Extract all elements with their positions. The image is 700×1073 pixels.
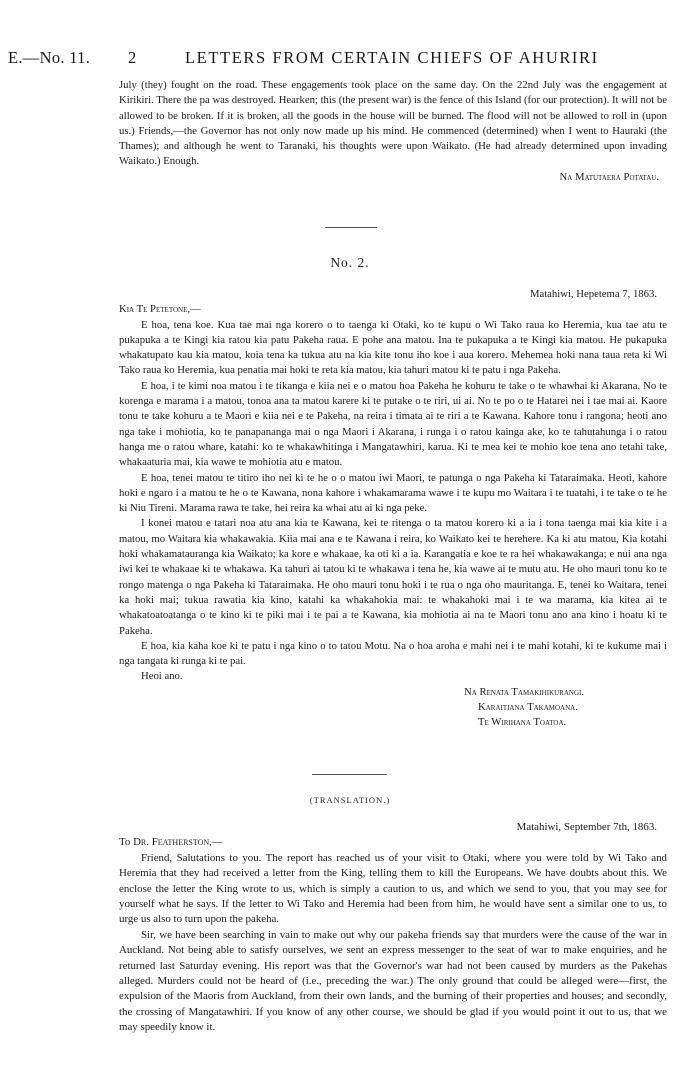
salutation-suffix: — — [211, 836, 223, 849]
section-divider — [312, 774, 387, 775]
salutation-name: Dr. Featherston, — [133, 836, 212, 849]
letter-1-body: July (they) fought on the road. These engagements took place on the same day. On the 22nd July was the engagement at Kirikiri. There the pa was destroyed. Hearken; this (the present war) is the fence of this Island (for our protection). It will not be allowed to be broken. If it is broken, all the goods in the house will be burned. The flood will not be allowed to roll in (upon us.) Friends,—the Governor has not only now made up his mind. He commenced (determined) when I went to Hauraki (the Thames); and although he went to Taranaki, his thoughts were upon Waikato. (He had already determined upon invading Waikato.) Enough. — [119, 79, 667, 168]
section-divider — [325, 227, 377, 228]
letter-1-signature: Na Matutaera Potatau. — [559, 170, 659, 183]
signatory: Na Renata Tamakihikurangi. — [464, 685, 585, 698]
letter-2-paragraph: E hoa, kia kaha koe ki te patu i nga kino o to tatou Motu. Na o hoa aroha e mahi nei i te mahi kotahi, ki te kukume mai i nga tangata ki runga ki te pai. — [119, 639, 667, 668]
translation-salutation — [119, 835, 667, 850]
letter-2-signatories — [464, 685, 667, 731]
signatory: Karaitiana Takamoana. — [478, 701, 578, 714]
translation-paragraph: Friend, Salutations to you. The report has reached us of your visit to Otaki, where you were told by Wi Tako and Heremia that they had received a letter from the King, telling them to kill the Europeans. We have doubts about this. We enclose the letter the King wrote to us, which is simply a caution to us, and which we send to you, that you may see for yourself what he says. If the letter to Wi Tako and Heremia had been from him, he would have sent a similar one to us, to urge us also to turn upon the pakeha. — [119, 851, 667, 926]
letter-2-heading: No. 2. — [330, 255, 370, 270]
letter-2-closing: Heoi ano. — [141, 670, 183, 683]
translation-paragraph: Sir, we have been searching in vain to make out why our pakeha friends say that murders were the cause of the war in Auckland. Not being able to satisfy ourselves, we sent an express messenger to the seat of war to make enquiries, and he returned last Saturday evening. His report was that the Governor's war had not been caused by murders as the Pakehas alleged. Murders could not be heard of (i.e., preceding the war.) The only ground that could be alleged were—first, the expulsion of the Maoris from Auckland, from their own lands, and the burning of their properties and houses; and secondly, the crossing of Mangatawhiri. If you know of any other course, we should be glad if you would point it out to us, that we may speedily know it. — [119, 928, 667, 1034]
letter-2-paragraph: E hoa, tenei matou te titiro iho nei ki te he o o matou iwi Maori, te patunga o nga Pakeha ki Tataraimaka. Heoti, kahore hoki e ngaro i a matou te he o te Kawana, nona kahore i whakamarama wawe i te kupu mo Waitara i te tuatahi, i te take o te he ki Niu Tireni. Marama rawa te take, hei reira ka whai atu ai ki nga peke. — [119, 471, 667, 515]
running-title: LETTERS FROM CERTAIN CHIEFS OF AHURIRI — [185, 48, 599, 67]
salutation-prefix: To — [119, 836, 134, 849]
letter-2-paragraph: I konei matou e tatari noa atu ana kia te Kawana, kei te ritenga o ta matou korero ki a ia i tona taenga mai kia kite i a matou, mo Waitara kia whakawakia. Kiia mai ana e te Kawana i reira, ko Waikato kei te herehere. Ka ki atu matou, Kia kotahi hoki whakamatauranga kia Waikato; ka kore e whakaae, ka oti ki a ia. Karangatia e koe te ra hei whakawakanga; e nui ana nga iwi kei te whakaae ki te whakawa. Ka tahuri ai tatou ki te whakawa i tena he, kia wawe ai te mutu atu. He oho mauri tonu ko te rongo matenga o nga Pakeha ki Tataraimaka. He oho mauri tonu hoki i te rua o nga oho mauritanga. E, tenei ko Waitara, tenei ka hoki mai; tukua rawatia kia kino, katahi ka whakahokia mai: te whakahoki mai i te wa marama, kia kitea ai te whakatoatoatanga o te kino ki te piki mai i te pai a te Kawana, kia mohiotia ai na te Maori tonu ano ana kino i hoatu ki te Pakeha. — [119, 517, 667, 637]
translation-label: (TRANSLATION.) — [309, 795, 391, 805]
document-reference: E.—No. 11. — [8, 48, 91, 67]
letter-2-salutation: Kia Te Petetone,— — [119, 303, 201, 316]
letter-2-maori — [119, 287, 667, 731]
letter-2-dateline: Matahiwi, Hepetema 7, 1863. — [529, 288, 657, 300]
signatory: Te Wirihana Toatoa. — [478, 716, 567, 729]
translation-dateline: Matahiwi, September 7th, 1863. — [516, 821, 657, 833]
translation-letter — [119, 820, 667, 1036]
letter-2-paragraph: E hoa, i te kimi noa matou i te tikanga e kiia nei e o matou hoa Pakeha he kohuru te take o te whawhai ki Akarana. No te korenga e marama i a matou, tonoa ana ta matou karere ki te putake o te riri, ui ai. No te po o te Hatarei nei i tae mai ai. Kaore tonu te take kohuru a te Maori e kiia nei e te Pakeha, na reira i timata ai te riri a te Kawana. Kahore tonu i rangona; heoti ano nga take i mohiotia, ko te panapananga mai o nga Maori i Akarana, i runga i o ratou kainga ake, ko te tahutahunga i o ratou hanga me o ratou whare, katahi: ko te whakawhitinga i Mangatawhiri, karua. Ki te mea kei te mohio koe tena ano tetahi take, whakaaturia mai, kia wawe te mohiotia atu e matou. — [119, 379, 667, 469]
letter-1-continuation — [119, 78, 667, 185]
page-number: 2 — [128, 48, 137, 67]
letter-2-paragraph: E hoa, tena koe. Kua tae mai nga korero o to taenga ki Otaki, ko te kupu o Wi Tako raua ko Heremia, kua tae atu te pukapuka a te Kingi kia ratou kia patu Pakeha raua. E pohe ana matou. Ina te pukapuka a te Kingi kia matou. He pukapuka whakatupato kau kia matou, koia tena ka tukua atu na kia kite tonu iho koe i aua korero. Mehemea hoki nana taua reta ki Wi Tako raua ko Heremia, kua penatia mai hoki te reta kia matou, kia tahuri matou ki te patu i nga Pakeha. — [119, 318, 667, 377]
